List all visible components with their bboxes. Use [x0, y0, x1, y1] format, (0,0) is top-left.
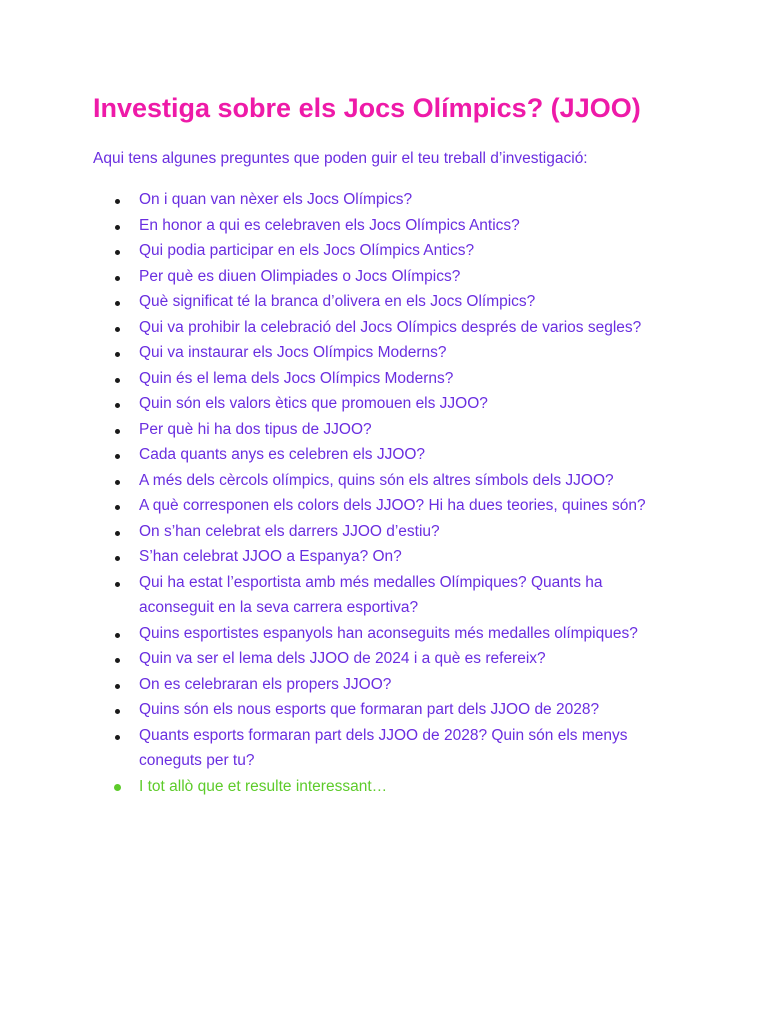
question-text: I tot allò que et resulte interessant… — [139, 777, 388, 795]
list-item — [0, 723, 768, 774]
bullet-icon — [115, 225, 120, 230]
bullet-icon — [115, 658, 120, 663]
question-text: Quin va ser el lema dels JJOO de 2024 i a què es refereix? — [139, 650, 546, 667]
bullet-icon — [115, 327, 120, 332]
question-text: Per què hi ha dos tipus de JJOO? — [139, 420, 372, 438]
list-item — [0, 468, 768, 494]
list-item — [0, 646, 768, 672]
list-item — [0, 621, 768, 647]
bullet-icon — [115, 352, 120, 357]
list-item — [0, 289, 768, 315]
question-text: On s’han celebrat els darrers JJOO d’estiu? — [139, 522, 440, 540]
list-item — [0, 187, 768, 213]
list-item — [0, 391, 768, 417]
list-item — [0, 442, 768, 468]
list-item — [0, 519, 768, 545]
bullet-icon — [115, 276, 120, 281]
list-item — [0, 366, 768, 392]
page-title: Investiga sobre els Jocs Olímpics? (JJOO) — [93, 93, 641, 123]
list-item — [0, 570, 768, 621]
question-text: A més dels cèrcols olímpics, quins són els altres símbols dels JJOO? — [139, 471, 614, 489]
list-item — [0, 493, 768, 519]
question-text: Qui va prohibir la celebració del Jocs Olímpics després de varios segles? — [139, 318, 642, 336]
question-text: Quins esportistes espanyols han aconseguits més medalles olímpiques? — [139, 624, 638, 642]
list-item — [0, 213, 768, 239]
bullet-icon — [114, 784, 121, 791]
list-item — [0, 340, 768, 366]
intro-text: Aqui tens algunes preguntes que poden guir el teu treball d’investigació: — [93, 150, 588, 167]
question-text: Per què es diuen Olimpiades o Jocs Olímpics? — [139, 267, 461, 285]
bullet-icon — [115, 429, 120, 434]
bullet-icon — [115, 735, 120, 740]
list-item — [0, 417, 768, 443]
bullet-icon — [115, 199, 120, 204]
bullet-icon — [115, 378, 120, 383]
question-text: En honor a qui es celebraven els Jocs Olímpics Antics? — [139, 216, 520, 234]
list-item — [0, 238, 768, 264]
list-item — [0, 697, 768, 723]
list-item — [0, 544, 768, 570]
bullet-icon — [115, 709, 120, 714]
bullet-icon — [115, 250, 120, 255]
question-text: On es celebraran els propers JJOO? — [139, 675, 392, 693]
question-text: Qui ha estat l’esportista amb més medalles Olímpiques? Quants ha aconseguit en la seva carrera esportiva? — [139, 573, 603, 616]
bullet-icon — [115, 531, 120, 536]
bullet-icon — [115, 582, 120, 587]
bullet-icon — [115, 454, 120, 459]
question-text: Quins són els nous esports que formaran part dels JJOO de 2028? — [139, 701, 600, 718]
list-item — [0, 774, 768, 800]
bullet-icon — [115, 301, 120, 306]
question-text: A què corresponen els colors dels JJOO? Hi ha dues teories, quines són? — [139, 497, 646, 514]
question-text: On i quan van nèxer els Jocs Olímpics? — [139, 191, 413, 208]
question-text: Què significat té la branca d’olivera en els Jocs Olímpics? — [139, 293, 536, 310]
bullet-icon — [115, 403, 120, 408]
question-list — [0, 187, 768, 799]
question-text: Quin és el lema dels Jocs Olímpics Moderns? — [139, 369, 454, 387]
question-text: Quin són els valors ètics que promouen els JJOO? — [139, 395, 488, 412]
bullet-icon — [115, 556, 120, 561]
question-text: Qui va instaurar els Jocs Olímpics Moderns? — [139, 344, 447, 361]
bullet-icon — [115, 480, 120, 485]
bullet-icon — [115, 633, 120, 638]
question-text: Cada quants anys es celebren els JJOO? — [139, 446, 426, 463]
bullet-icon — [115, 505, 120, 510]
list-item — [0, 672, 768, 698]
question-text: Qui podia participar en els Jocs Olímpics Antics? — [139, 242, 475, 259]
list-item — [0, 264, 768, 290]
question-text: Quants esports formaran part dels JJOO de 2028? Quin són els menys coneguts per tu? — [139, 726, 628, 769]
bullet-icon — [115, 684, 120, 689]
question-text: S’han celebrat JJOO a Espanya? On? — [139, 548, 402, 565]
list-item — [0, 315, 768, 341]
